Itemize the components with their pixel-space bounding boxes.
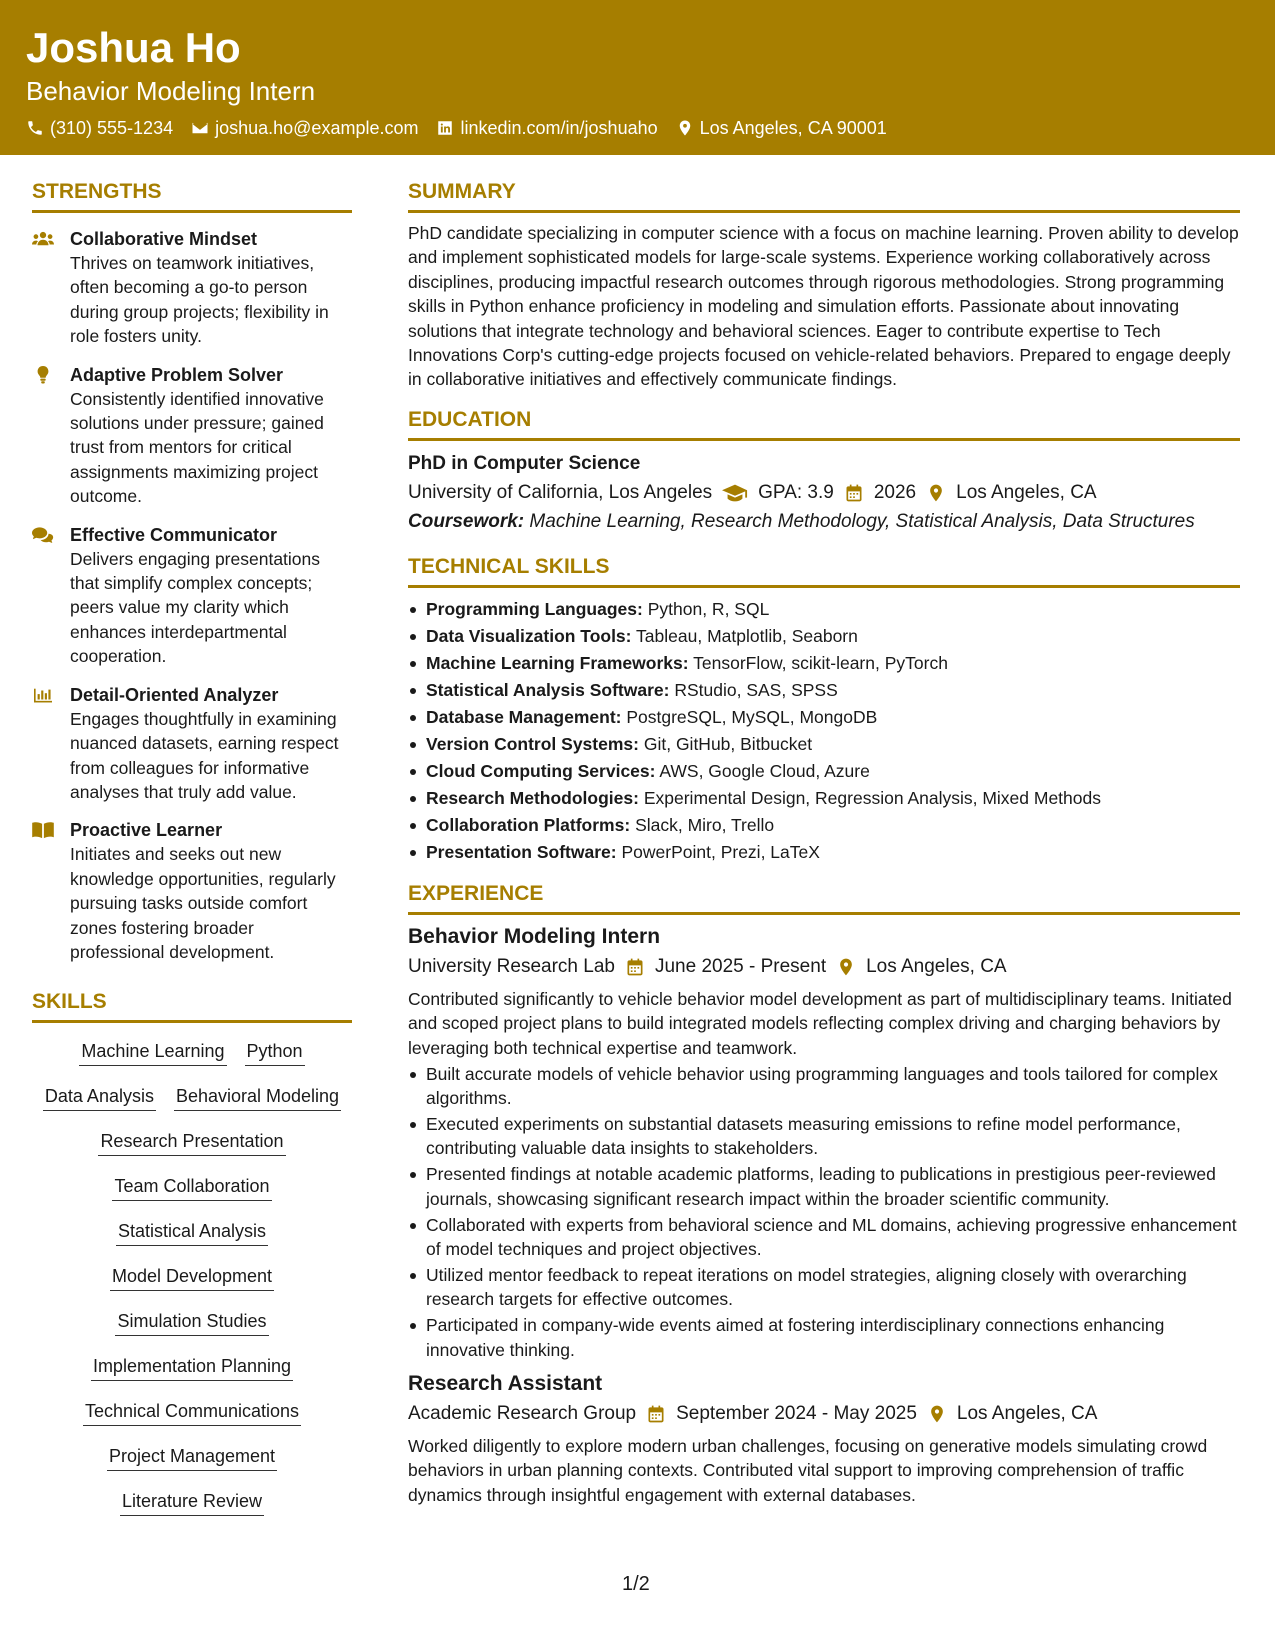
strength-item [32,523,352,669]
list-item [408,677,1240,704]
list-item: Built accurate models of vehicle behavior using programming languages and tools tailored for complex algorithms. [408,1062,1240,1111]
strength-title: Collaborative Mindset [70,229,258,249]
summary-text: PhD candidate specializing in computer science with a focus on machine learning. Proven ability to develop and implement sophisticated models for large-scale systems. Experience working collaboratively across disciplines, producing impactful research outcomes through rigorous methodologies. Strong programming skills in Python enhance proficiency in modeling and simulation efforts. Passionate about innovating solutions that integrate technology and behavioral sciences. Eager to contribute expertise to Tech Innovations Corp's cutting-edge projects focused on vehicle-related behaviors. Prepared to engage deeply in collaborative initiatives and effectively communicate findings. [408,223,1239,390]
strength-desc: Initiates and seeks out new knowledge opportunities, regularly pursuing tasks outside comfort zones fostering broader professional development. [70,844,336,962]
education-heading: EDUCATION [408,406,1240,441]
strength-title: Detail-Oriented Analyzer [70,684,279,705]
bar-chart-icon [32,686,54,704]
left-column [32,178,352,1516]
calendar-icon [625,957,645,977]
skill-tag: Statistical Analysis [116,1219,268,1246]
job-org: Academic Research Group [408,1402,637,1424]
list-item [408,785,1240,812]
strength-desc: Delivers engaging presentations that simplify complex concepts; peers value my clarity which enhances interdepartmental cooperation. [70,548,321,667]
job-location: Los Angeles, CA [866,955,1007,977]
school-name: University of California, Los Angeles [408,481,713,503]
job-meta [408,1400,1240,1428]
skill-values: TensorFlow, scikit-learn, PyTorch [693,652,948,673]
map-pin-icon [836,957,856,977]
list-item [408,812,1240,839]
job-description: Worked diligently to explore modern urban challenges, focusing on generative models simulating crowd behaviors in urban planning contexts. Contributed vital support to improving comprehension of traffic dynamics through insightful engagement with external databases. [408,1435,1208,1505]
skill-tag: Data Analysis [43,1084,156,1111]
job-meta [408,953,1240,981]
map-pin-icon [676,119,694,137]
skills-heading: SKILLS [32,988,352,1023]
map-pin-icon [927,1404,947,1424]
skill-values: Tableau, Matplotlib, Seaborn [636,625,858,646]
job-dates: September 2024 - May 2025 [676,1402,917,1424]
phone-icon [26,119,44,137]
comments-icon [32,526,54,544]
skill-values: PostgreSQL, MySQL, MongoDB [626,706,878,727]
skill-tag: Behavioral Modeling [174,1084,341,1111]
job-location: Los Angeles, CA [956,1402,1098,1424]
resume-header [0,0,1275,155]
skill-tag: Technical Communications [83,1399,301,1426]
skill-values: AWS, Google Cloud, Azure [659,760,870,781]
job-entry [408,923,1240,1362]
skill-category: Presentation Software: [426,841,617,862]
list-item [408,650,1240,677]
location-text: Los Angeles, CA 90001 [699,118,887,138]
contact-phone [26,116,173,140]
skill-tag: Simulation Studies [115,1309,268,1336]
technical-skills-heading: TECHNICAL SKILLS [408,553,1240,588]
coursework-list: Machine Learning, Research Methodology, Statistical Analysis, Data Structures [529,510,1195,532]
skill-category: Database Management: [426,706,622,727]
strength-item [32,227,352,349]
experience-heading: EXPERIENCE [408,880,1240,915]
list-item [408,704,1240,731]
book-open-icon [32,821,54,839]
strength-item [32,683,352,805]
technical-skills-list [408,596,1240,866]
users-icon [32,230,54,248]
job-title: Research Assistant [408,1371,603,1395]
contact-linkedin[interactable] [436,116,657,140]
list-item [408,839,1240,866]
envelope-icon [191,119,209,137]
coursework-label: Coursework: [408,510,525,532]
job-dates: June 2025 - Present [654,955,827,977]
degree-title: PhD in Computer Science [408,452,641,474]
skill-tag: Machine Learning [79,1039,226,1066]
linkedin-icon [436,119,454,137]
strength-desc: Thrives on teamwork initiatives, often becoming a go-to person during group projects; flexibility in role fosters unity. [70,253,329,347]
skill-values: Python, R, SQL [647,598,770,619]
skill-values: RStudio, SAS, SPSS [674,679,838,700]
strength-item [32,818,352,964]
skill-category: Data Visualization Tools: [426,625,632,646]
page-number: 1/2 [622,1573,650,1595]
list-item: Presented findings at notable academic platforms, leading to publications in prestigious peer-reviewed journals, showcasing significant research impact within the broader scientific community. [408,1162,1240,1211]
lightbulb-icon [32,366,54,384]
job-description: Contributed significantly to vehicle behavior model development as part of multidisciplinary teams. Initiated and scoped project plans to build integrated models reflecting complex driving and charging behaviors by leveraging both technical expertise and teamwork. [408,988,1232,1058]
strength-desc: Consistently identified innovative solutions under pressure; gained trust from mentors for critical assignments maximizing project outcome. [70,388,324,507]
skill-category: Collaboration Platforms: [426,814,631,835]
strength-desc: Engages thoughtfully in examining nuanced datasets, earning respect from colleagues for informative analyses that truly add value. [70,708,339,802]
skill-tag: Research Presentation [98,1129,285,1156]
list-item [408,758,1240,785]
list-item: Collaborated with experts from behavioral science and ML domains, achieving progressive enhancement of model techniques and project objectives. [408,1213,1240,1262]
list-item [408,731,1240,758]
skill-values: Git, GitHub, Bitbucket [643,733,813,754]
calendar-icon [646,1404,666,1424]
skill-category: Statistical Analysis Software: [426,679,670,700]
coursework [408,507,1240,537]
phone-text: (310) 555-1234 [50,118,174,138]
list-item: Utilized mentor feedback to repeat iterations on model strategies, aligning closely with overarching research targets for effective outcomes. [408,1263,1240,1312]
strength-title: Proactive Learner [70,820,223,841]
education-meta [408,479,1240,507]
skill-category: Programming Languages: [426,598,643,619]
list-item: Executed experiments on substantial datasets measuring emissions to refine model performance, contributing valuable data insights to stakeholders. [408,1112,1240,1161]
education-location: Los Angeles, CA [956,481,1097,503]
skill-values: PowerPoint, Prezi, LaTeX [621,841,820,862]
job-bullets [408,1062,1240,1362]
strengths-heading: STRENGTHS [32,178,352,213]
graduation-cap-icon [722,483,748,503]
email-link[interactable]: joshua.ho@example.com [215,118,419,138]
job-org: University Research Lab [408,955,615,977]
skill-tag: Implementation Planning [91,1354,293,1381]
graduation-year: 2026 [873,481,917,503]
contact-location [676,116,887,140]
skill-category: Version Control Systems: [426,733,639,754]
contact-bar [26,116,1249,140]
right-column [408,178,1240,1507]
skill-category: Machine Learning Frameworks: [426,652,689,673]
list-item [408,596,1240,623]
skill-category: Cloud Computing Services: [426,760,656,781]
skill-tag: Team Collaboration [112,1174,271,1201]
skill-category: Research Methodologies: [426,787,639,808]
skill-tag: Literature Review [120,1489,264,1516]
linkedin-link[interactable]: linkedin.com/in/joshuaho [460,118,658,138]
list-item: Participated in company-wide events aimed at fostering interdisciplinary connections enhancing innovative thinking. [408,1313,1240,1362]
gpa-text: GPA: 3.9 [758,481,834,503]
summary-heading: SUMMARY [408,178,1240,213]
job-entry [408,1370,1240,1507]
skill-values: Slack, Miro, Trello [635,814,775,835]
candidate-role: Behavior Modeling Intern [26,76,316,106]
calendar-icon [844,483,864,503]
strength-item [32,363,352,509]
job-title: Behavior Modeling Intern [408,924,661,948]
strength-title: Effective Communicator [70,524,278,545]
candidate-name: Joshua Ho [26,24,241,71]
skill-values: Experimental Design, Regression Analysis, Mixed Methods [643,787,1101,808]
map-pin-icon [926,483,946,503]
list-item [408,623,1240,650]
skill-tag: Project Management [107,1444,277,1471]
skill-tag: Python [245,1039,305,1066]
contact-email[interactable] [191,116,418,140]
skill-tag: Model Development [110,1264,274,1291]
skills-list [32,1039,352,1516]
strength-title: Adaptive Problem Solver [70,364,284,385]
